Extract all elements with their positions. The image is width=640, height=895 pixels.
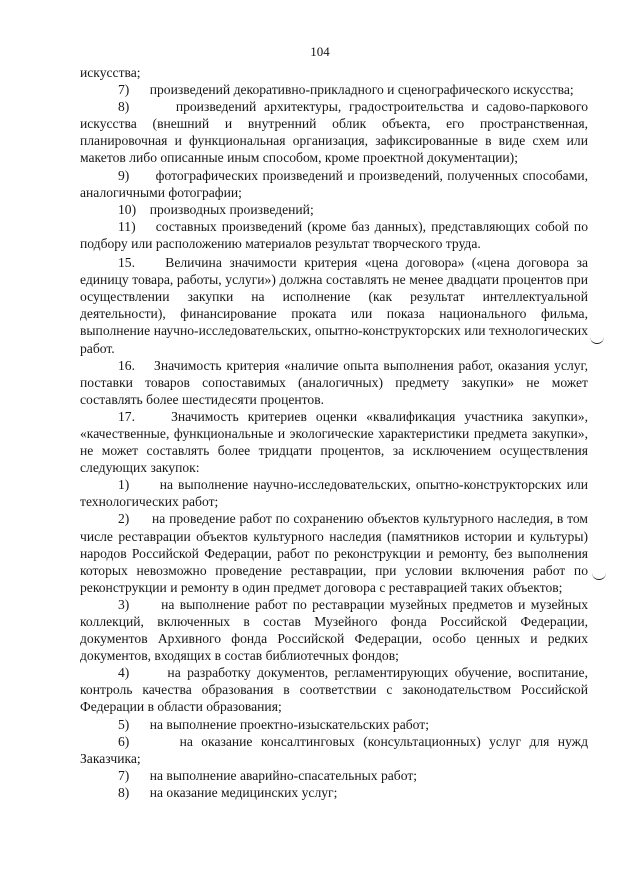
list-item-2-cultural-heritage: 2) на проведение работ по сохранению объектов культурного наследия, в том числе реставрации объектов культурного наследия (памятников истории и культуры) народов Российской Федерации, работ по реконструкции и ремонту, без выполнения которых невозможно проведение реставрации, при условии включения работ по реконструкции и ремонту в один предмет договора с реставрацией таких объектов; (80, 511, 588, 595)
list-item-3-museum-restoration: 3) на выполнение работ по реставрации музейных предметов и музейных коллекций, включенных в состав Музейного фонда Российской Федерации, документов Архивного фонда Российской Федерации, особо ценных и редких документов, входящих в состав библиотечных фондов; (80, 596, 588, 664)
list-item-1-research-works: 1) на выполнение научно-исследовательских, опытно-конструкторских или технологических работ; (80, 477, 588, 510)
margin-continuation-mark (592, 572, 606, 580)
page-number: 104 (310, 44, 330, 59)
list-item-8-architecture: 8) произведений архитектуры, градостроительства и садово-паркового искусства (внешний и внутренний облик объекта, его пространственная, планировочная и функциональная организация, зафиксированные в виде схем или макетов либо описанные иным способом, кроме проектной документации); (80, 99, 588, 166)
list-item-5-design-survey: 5) на выполнение проектно-изыскательских работ; (118, 716, 430, 732)
list-item-4-education-documents: 4) на разработку документов, регламентирующих обучение, воспитание, контроль качества образования в соответствии с законодательством Российской Федерации в области образования; (80, 665, 588, 715)
clause-16: 16. Значимость критерия «наличие опыта выполнения работ, оказания услуг, поставки товаров сопоставимых (аналогичных) предмету закупки» не может составлять более шестидесяти процентов. (80, 357, 588, 407)
list-item-9-photography: 9) фотографических произведений и произведений, полученных способами, аналогичными фотографии; (80, 167, 588, 200)
clause-17: 17. Значимость критериев оценки «квалификация участника закупки», «качественные, функциональные и экологические характеристики предмета закупки», не может составлять более тридцати процентов, за исключением осуществления следующих закупок: (80, 408, 588, 476)
list-item-11-composite-works: 11) составных произведений (кроме баз данных), представляющих собой по подбору или расположению материалов результат творческого труда. (80, 218, 588, 251)
list-item-10-derivative-works: 10) производных произведений; (118, 201, 314, 217)
margin-continuation-mark (590, 336, 604, 344)
clause-15: 15. Величина значимости критерия «цена договора» («цена договора за единицу товара, работы, услуги») должна составлять не менее двадцати процентов при осуществлении закупки на исполнение (как результат интеллектуальной деятельности), финансирование проката или показа национального фильма, выполнение научно-исследовательских, опытно-конструкторских или технологических работ. (80, 255, 588, 356)
list-item-8-medical-services: 8) на оказание медицинских услуг; (118, 784, 338, 800)
list-item-7-rescue-works: 7) на выполнение аварийно-спасательных работ; (118, 767, 418, 783)
list-item-7-decorative-arts: 7) произведений декоративно-прикладного и сценографического искусства; (118, 82, 574, 98)
document-body (80, 64, 588, 801)
list-item-6-consulting: 6) на оказание консалтинговых (консультационных) услуг для нужд Заказчика; (80, 733, 588, 766)
paragraph-continuation: искусства; (80, 65, 141, 80)
